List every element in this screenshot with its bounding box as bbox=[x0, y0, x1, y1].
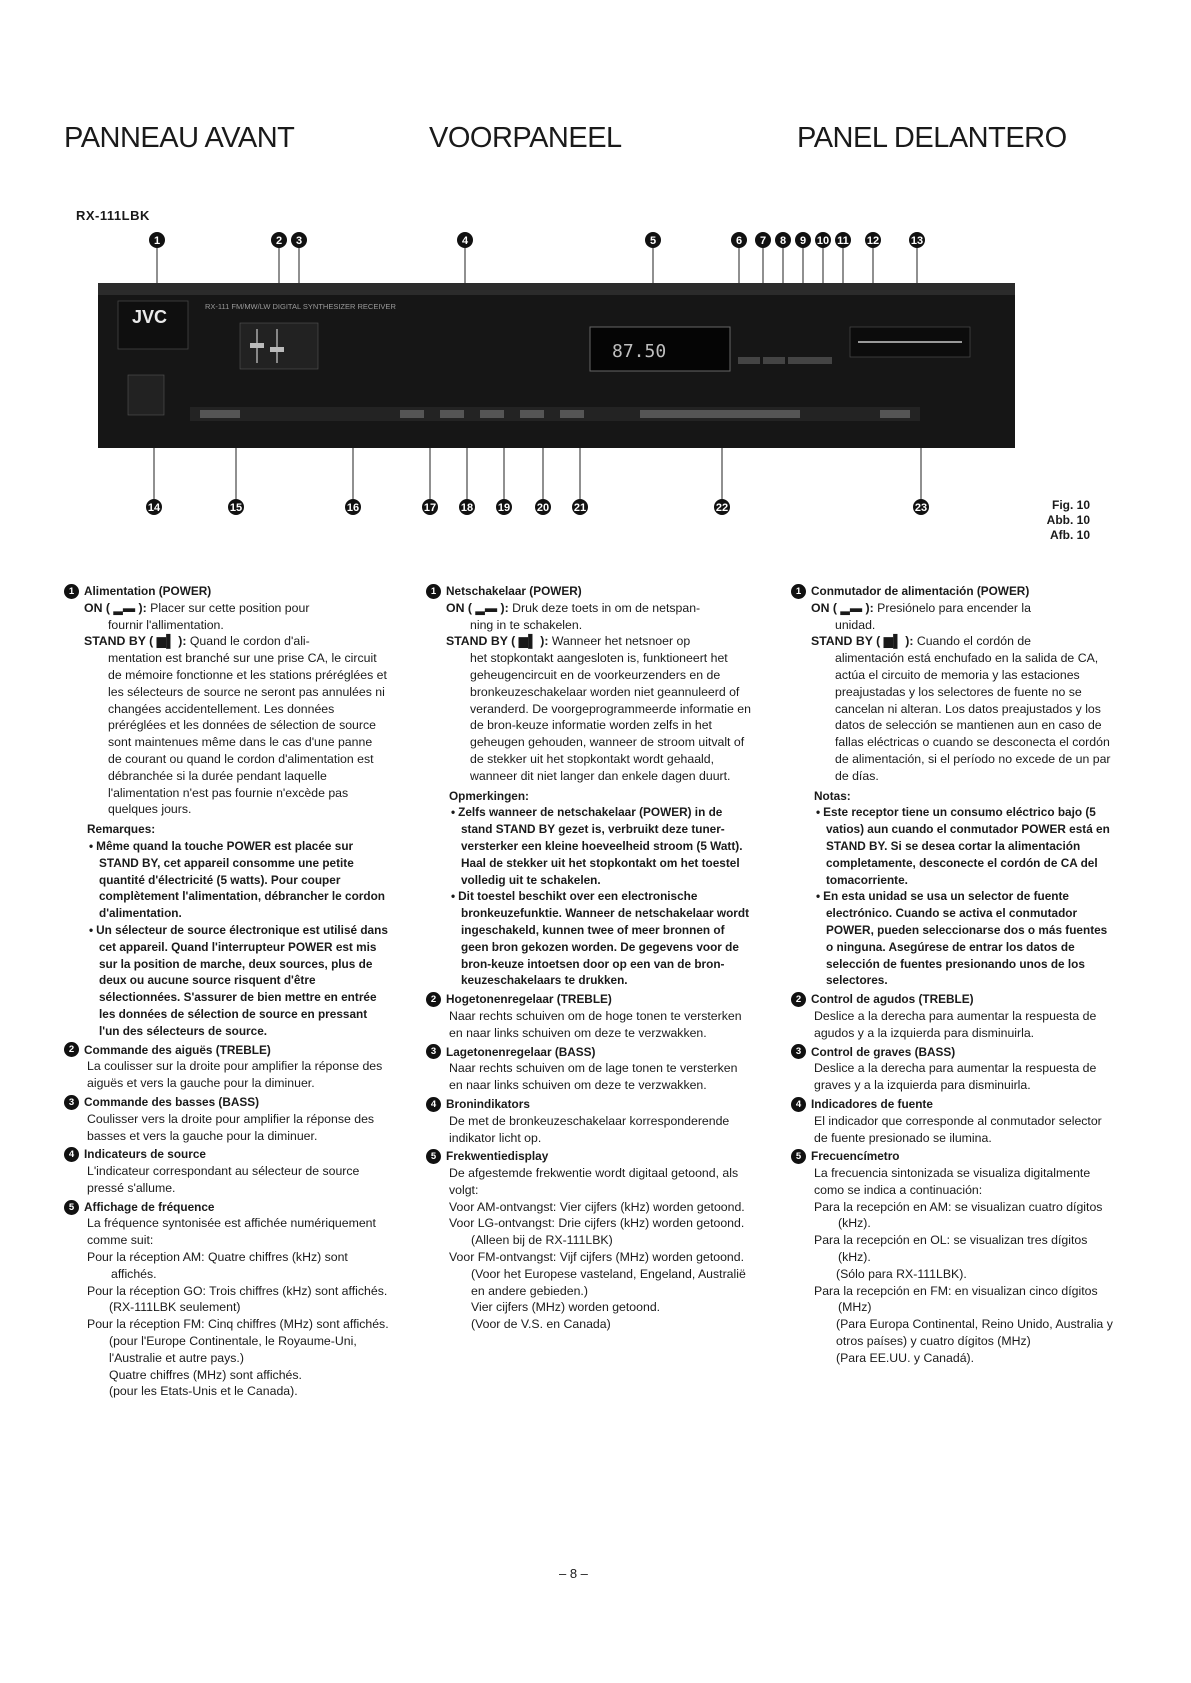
callout-2: 2 bbox=[275, 235, 283, 247]
item-text: Pour la réception GO: Trois chiffres (kHz) sont affichés. bbox=[87, 1283, 388, 1298]
item-text: Deslice a la derecha para aumentar la respuesta de graves y a la izquierda para disminuirla. bbox=[814, 1061, 1097, 1093]
item-text: Naar rechts schuiven om de lage tonen te versterken en naar links schuiven om deze te verzwakken. bbox=[449, 1061, 738, 1093]
item-2 bbox=[791, 991, 1116, 1041]
key-label: STAND BY ( ▆▌ ): bbox=[446, 634, 549, 649]
item-text: (pour l'Europe Continentale, le Royaume-Uni, l'Australie et autre pays.) bbox=[109, 1334, 357, 1365]
item-text: Coulisser vers la droite pour amplifier la réponse des basses et vers la gauche pour la diminuer. bbox=[87, 1111, 375, 1143]
bullet-number: 1 bbox=[791, 584, 806, 599]
item-text: Para la recepción en AM: se visualizan cuatro dígitos (kHz). bbox=[814, 1199, 1103, 1231]
item-text: Naar rechts schuiven om de hoge tonen te versterken en naar links schuiven om deze te verzwakken. bbox=[449, 1008, 742, 1040]
bullet-number: 3 bbox=[426, 1044, 441, 1059]
remark-bullet: • Dit toestel beschikt over een electronische bronkeuzefunktie. Wanneer de netschakelaar wordt ingeschakeld, kunnen twee of meer bronnen of geen bron gekozen worden. De gegevens voor de bron-keuze intoetsen door op een van de bron-keuzeschakelaars te drukken. bbox=[449, 888, 751, 989]
item-3 bbox=[426, 1044, 751, 1094]
heading-nl: VOORPANEEL bbox=[429, 122, 622, 154]
item-text: Pour la réception AM: Quatre chiffres (kHz) sont affichés. bbox=[87, 1250, 348, 1281]
top-rim bbox=[98, 283, 1015, 295]
bullet-number: 3 bbox=[64, 1095, 79, 1110]
bullet-number: 2 bbox=[64, 1042, 79, 1057]
fig-label-fr: Fig. 10 bbox=[1051, 498, 1090, 512]
remark-bullet: • Même quand la touche POWER est placée sur STAND BY, cet appareil consomme une petite quantité d'électricité (5 watts). Pour couper complètement l'alimentation, débrancher le cordon d'alimentation. bbox=[87, 838, 389, 922]
fig-label-de: Abb. 10 bbox=[1046, 513, 1090, 527]
callout-9: 9 bbox=[799, 235, 807, 247]
item-text: Presiónelo para encender la bbox=[873, 600, 1031, 615]
item-text: (pour les Etats-Unis et le Canada). bbox=[109, 1384, 298, 1399]
mode-buttons bbox=[738, 357, 832, 364]
bullet-number: 5 bbox=[64, 1200, 79, 1215]
remark-bullet: • Un sélecteur de source électronique est utilisé dans cet appareil. Quand l'interrupteur POWER est mis sur la position de marche, deux sources, plus de deux ou aucune source risquent d'être sélectionnées. S'assurer de bien mettre en entrée les données de sélection de source en pressant l'un des sélecteurs de source. bbox=[87, 922, 389, 1040]
callout-4: 4 bbox=[461, 235, 469, 247]
remarks bbox=[449, 788, 751, 990]
remark-bullet: • En esta unidad se usa un selector de fuente electrónico. Cuando se activa el conmutador POWER, pueden seleccionarse dos o más fuentes o ninguna. Asegúrese de entrar los datos de selección de fuentes presionando unos de los selectores. bbox=[814, 888, 1116, 989]
item-text: ning in te schakelen. bbox=[470, 617, 583, 632]
callout-17: 17 bbox=[423, 502, 437, 514]
item-text: La frecuencia sintonizada se visualiza digitalmente como se indica a continuación: bbox=[814, 1166, 1091, 1197]
item-text: Pour la réception FM: Cinq chiffres (MHz) sont affichés. bbox=[87, 1317, 389, 1332]
remarks bbox=[814, 788, 1116, 990]
item-text: Druk deze toets in om de netspan- bbox=[508, 600, 701, 615]
brand-logo: JVC bbox=[132, 307, 168, 327]
item-text: De met de bronkeuzeschakelaar korresponderende indikator licht op. bbox=[449, 1113, 730, 1145]
item-text: El indicador que corresponde al conmutador selector de fuente presionado se ilumina. bbox=[814, 1113, 1102, 1145]
key-label: ON ( ▂▬ ): bbox=[84, 600, 147, 615]
item-text: Cuando el cordón de bbox=[913, 634, 1032, 649]
callout-18: 18 bbox=[460, 502, 474, 514]
item-4 bbox=[64, 1146, 389, 1196]
item-text: Voor AM-ontvangst: Vier cijfers (kHz) worden getoond. bbox=[449, 1199, 745, 1214]
item-title: Lagetonenregelaar (BASS) bbox=[446, 1044, 596, 1059]
item-text: Placer sur cette position pour bbox=[146, 600, 310, 615]
remark-bullet: • Zelfs wanneer de netschakelaar (POWER) in de stand STAND BY gezet is, verbruikt deze tuner-versterker een kleine hoeveelheid stroom (5 Watt). Haal de stekker uit het stopkontakt om het toestel volledig uit te schakelen. bbox=[449, 804, 751, 888]
callout-bottom bbox=[146, 499, 929, 515]
item-5 bbox=[426, 1148, 751, 1333]
item-title: Frekwentiedisplay bbox=[446, 1149, 549, 1164]
heading-fr: PANNEAU AVANT bbox=[64, 122, 295, 154]
item-title: Indicadores de fuente bbox=[811, 1096, 933, 1111]
item-4 bbox=[791, 1096, 1116, 1146]
figure-label bbox=[1040, 498, 1090, 543]
callout-7: 7 bbox=[759, 235, 767, 247]
item-text: (RX-111LBK seulement) bbox=[109, 1300, 241, 1315]
item-title: Control de agudos (TREBLE) bbox=[811, 992, 974, 1007]
item-4 bbox=[426, 1096, 751, 1146]
callout-10: 10 bbox=[816, 235, 830, 247]
fig-label-nl: Afb. 10 bbox=[1049, 528, 1090, 542]
item-text: Deslice a la derecha para aumentar la respuesta de agudos y a la izquierda para disminuirla. bbox=[814, 1008, 1097, 1040]
item-title: Commande des aiguës (TREBLE) bbox=[84, 1042, 271, 1057]
callout-5: 5 bbox=[649, 235, 657, 247]
callout-19: 19 bbox=[497, 502, 511, 514]
key-label: STAND BY ( ▆▌ ): bbox=[84, 634, 187, 649]
remarks-heading: Notas: bbox=[814, 788, 851, 803]
callout-1: 1 bbox=[153, 235, 161, 247]
item-2 bbox=[426, 991, 751, 1041]
column-es bbox=[791, 583, 1116, 1369]
model-label: RX-111LBK bbox=[76, 208, 150, 223]
item-text: Para la recepción en OL: se visualizan tres dígitos (kHz). bbox=[814, 1233, 1088, 1265]
bullet-number: 5 bbox=[791, 1149, 806, 1164]
item-text: het stopkontakt aangesloten is, funktioneert het geheugencircuit en de voorkeurzenders en de bronkeuzeschakelaar worden niet geannuleerd of veranderd. De voorgeprogrammeerde informatie en de bron-keuze informatie worden zelfs in het geheugen gehouden, wanneer de stroom uitvalt of de stekker uit het stopkontakt wordt gehaald, wanneer dit niet langer dan enkele dagen duurt. bbox=[470, 651, 751, 783]
callout-6: 6 bbox=[735, 235, 743, 247]
bullet-number: 4 bbox=[426, 1097, 441, 1112]
item-text: Quand le cordon d'ali- bbox=[186, 634, 310, 649]
bullet-number: 4 bbox=[791, 1097, 806, 1112]
phones-jack bbox=[128, 375, 164, 415]
callout-14: 14 bbox=[147, 502, 161, 514]
item-1 bbox=[791, 583, 1116, 989]
item-text: (Para Europa Continental, Reino Unido, Australia y otros países) y cuatro dígitos (MHz) bbox=[836, 1317, 1113, 1349]
item-title: Netschakelaar (POWER) bbox=[446, 584, 582, 598]
item-title: Indicateurs de source bbox=[84, 1147, 206, 1162]
callout-23: 23 bbox=[914, 502, 928, 514]
bullet-number: 1 bbox=[64, 584, 79, 599]
item-2 bbox=[64, 1042, 389, 1092]
item-text: La coulisser sur la droite pour amplifier la réponse des aiguës et vers la gauche pour la diminuer. bbox=[87, 1059, 383, 1091]
item-title: Affichage de fréquence bbox=[84, 1199, 215, 1214]
item-text: Voor FM-ontvangst: Vijf cijfers (MHz) worden getoond. bbox=[449, 1250, 745, 1265]
item-3 bbox=[791, 1044, 1116, 1094]
heading-es: PANEL DELANTERO bbox=[797, 122, 1067, 154]
key-label: ON ( ▂▬ ): bbox=[811, 600, 874, 615]
item-text: mentation est branché sur une prise CA, le circuit de mémoire fonctionne et les stations préréglées et les sélecteurs de source ne seront pas annulées ni changées accidentellement. Les données préréglées et les données de sélection de source sont maintenues même dans le cas d'une panne de courant ou quand le cordon d'alimentation est débranchée si la durée pendant laquelle l'alimentation n'est pas fournie n'excède pas quelques jours. bbox=[108, 651, 387, 817]
callout-12: 12 bbox=[866, 235, 880, 247]
callout-top bbox=[149, 232, 925, 248]
item-1 bbox=[64, 583, 389, 1040]
item-text: Wanneer het netsnoer op bbox=[548, 634, 691, 649]
bullet-number: 3 bbox=[791, 1044, 806, 1059]
item-text: La fréquence syntonisée est affichée numériquement comme suit: bbox=[87, 1216, 376, 1248]
item-text: (Para EE.UU. y Canadá). bbox=[836, 1350, 975, 1365]
item-title: Control de graves (BASS) bbox=[811, 1044, 956, 1059]
callout-20: 20 bbox=[536, 502, 550, 514]
callout-11: 11 bbox=[837, 235, 849, 247]
item-text: (Sólo para RX-111LBK). bbox=[836, 1266, 967, 1281]
item-text: Voor LG-ontvangst: Drie cijfers (kHz) worden getoond. bbox=[449, 1216, 745, 1231]
item-text: L'indicateur correspondant au sélecteur de source pressé s'allume. bbox=[87, 1164, 360, 1195]
callout-22: 22 bbox=[715, 502, 729, 514]
callout-13: 13 bbox=[910, 235, 924, 247]
remarks-heading: Opmerkingen: bbox=[449, 788, 529, 803]
item-title: Frecuencímetro bbox=[811, 1149, 900, 1164]
item-text: Vier cijfers (MHz) worden getoond. bbox=[471, 1300, 661, 1315]
item-title: Conmutador de alimentación (POWER) bbox=[811, 584, 1030, 598]
remark-bullet: • Este receptor tiene un consumo eléctrico bajo (5 vatios) aun cuando el conmutador POWER está en STAND BY. Si se desea cortar la alimentación completamente, desconecte el cordón de CA del tomacorriente. bbox=[814, 804, 1116, 888]
bullet-number: 1 bbox=[426, 584, 441, 599]
item-text: Para la recepción en FM: en visualizan cinco dígitos (MHz) bbox=[814, 1283, 1098, 1315]
callout-16: 16 bbox=[346, 502, 360, 514]
item-title: Bronindikators bbox=[446, 1096, 530, 1111]
item-1 bbox=[426, 583, 751, 989]
bullet-number: 2 bbox=[791, 992, 806, 1007]
bullet-number: 5 bbox=[426, 1149, 441, 1164]
key-label: STAND BY ( ▆▌ ): bbox=[811, 634, 914, 649]
remarks-heading: Remarques: bbox=[87, 822, 156, 837]
item-text: (Voor de V.S. en Canada) bbox=[471, 1317, 611, 1332]
spectrum-meter bbox=[850, 327, 970, 357]
remarks bbox=[87, 821, 389, 1039]
callout-21: 21 bbox=[573, 502, 587, 514]
key-label: ON ( ▂▬ ): bbox=[446, 600, 509, 615]
callout-3: 3 bbox=[295, 235, 303, 247]
item-3 bbox=[64, 1094, 389, 1144]
bullet-number: 2 bbox=[426, 992, 441, 1007]
item-5 bbox=[791, 1148, 1116, 1366]
item-title: Commande des basses (BASS) bbox=[84, 1094, 260, 1109]
item-text: De afgestemde frekwentie wordt digitaal getoond, als volgt: bbox=[449, 1166, 739, 1197]
device-title: RX-111 FM/MW/LW DIGITAL SYNTHESIZER RECEIVER bbox=[205, 302, 396, 311]
column-nl bbox=[426, 583, 751, 1335]
item-title: Alimentation (POWER) bbox=[84, 584, 212, 598]
page-number: – 8 – bbox=[559, 1566, 588, 1581]
item-text: (Alleen bij de RX-111LBK) bbox=[471, 1233, 613, 1248]
tone-slider-area bbox=[240, 323, 318, 369]
preset-button-row bbox=[190, 407, 920, 421]
item-text: Quatre chiffres (MHz) sont affichés. bbox=[109, 1367, 302, 1382]
item-text: alimentación está enchufado en la salida de CA, actúa el circuito de memoria y las estaciones preajustadas y los selectores de fuente no se cancelan ni alteran. Los datos preajustados y los datos de selección se mantienen aun en caso de fallas eléctricas o cuando se desconecta el cordón de alimentación, si el período no excede de un par de días. bbox=[835, 651, 1111, 783]
display-frequency: 87.50 bbox=[612, 341, 667, 362]
item-text: unidad. bbox=[835, 617, 876, 632]
item-5 bbox=[64, 1199, 389, 1401]
front-panel-figure bbox=[0, 225, 1191, 525]
callout-8: 8 bbox=[779, 235, 787, 247]
item-text: (Voor het Europese vasteland, Engeland, Australië en andere gebieden.) bbox=[471, 1266, 746, 1298]
bullet-number: 4 bbox=[64, 1147, 79, 1162]
callout-15: 15 bbox=[229, 502, 243, 514]
column-fr bbox=[64, 583, 389, 1402]
item-title: Hogetonenregelaar (TREBLE) bbox=[446, 992, 612, 1007]
item-text: fournir l'allimentation. bbox=[108, 617, 224, 632]
